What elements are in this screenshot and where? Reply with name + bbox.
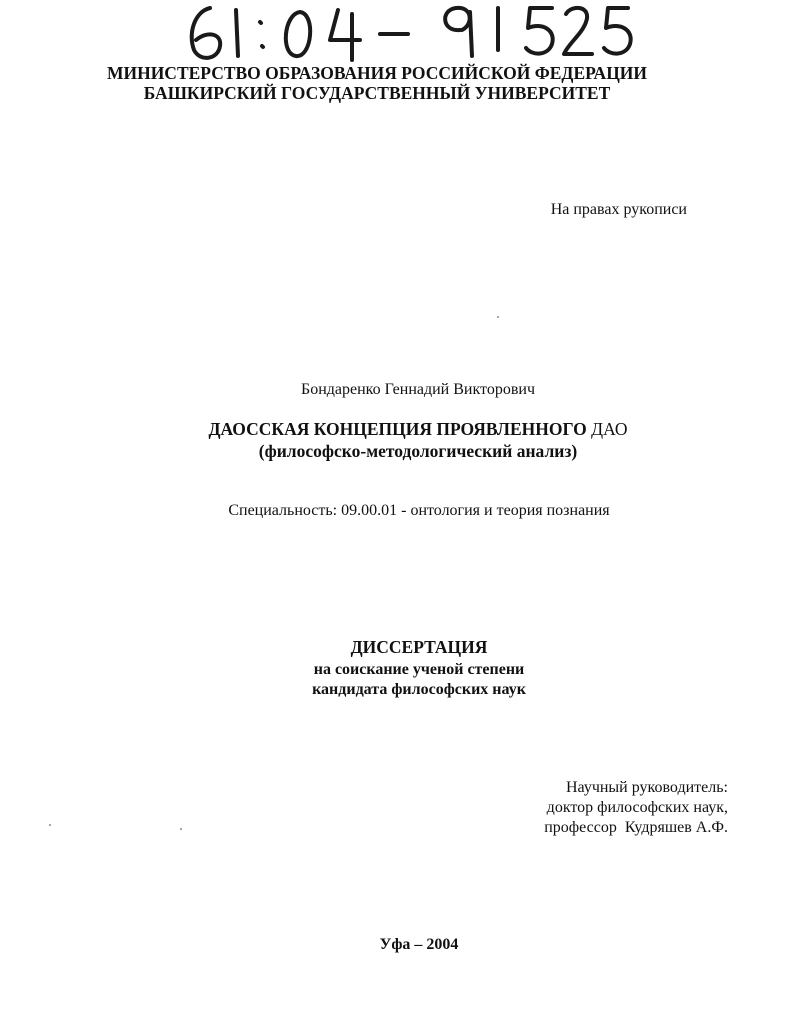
handwritten-registration-number (180, 0, 640, 66)
supervisor-name: профессор Кудряшев А.Ф. (544, 819, 728, 836)
supervisor-degree: доктор философских наук, (546, 799, 728, 816)
scan-speck (180, 828, 182, 830)
city-and-year: Уфа – 2004 (379, 936, 459, 953)
degree-purpose-line: на соискание ученой степени (313, 661, 525, 678)
handwritten-code-drawing (180, 0, 640, 66)
dissertation-heading: ДИССЕРТАЦИЯ (350, 637, 488, 657)
thesis-title (0, 419, 794, 440)
ministry-name: МИНИСТЕРСТВО ОБРАЗОВАНИЯ РОССИЙСКОЙ ФЕДЕРАЦИИ (106, 63, 648, 83)
manuscript-rights-note: На правах рукописи (550, 201, 687, 218)
university-name: БАШКИРСКИЙ ГОСУДАРСТВЕННЫЙ УНИВЕРСИТЕТ (143, 83, 611, 103)
thesis-subtitle: (философско-методологический анализ) (258, 441, 578, 461)
thesis-title-tail: ДАО (591, 419, 628, 439)
author-name: Бондаренко Геннадий Викторович (301, 381, 535, 398)
supervisor-label: Научный руководитель: (565, 779, 728, 796)
thesis-title-main: ДАОССКАЯ КОНЦЕПЦИЯ ПРОЯВЛЕННОГО (208, 419, 587, 439)
scan-speck (497, 316, 499, 318)
specialty-line: Специальность: 09.00.01 - онтология и теория познания (228, 502, 610, 519)
scan-speck (49, 824, 51, 826)
degree-name-line: кандидата философских наук (312, 681, 526, 698)
